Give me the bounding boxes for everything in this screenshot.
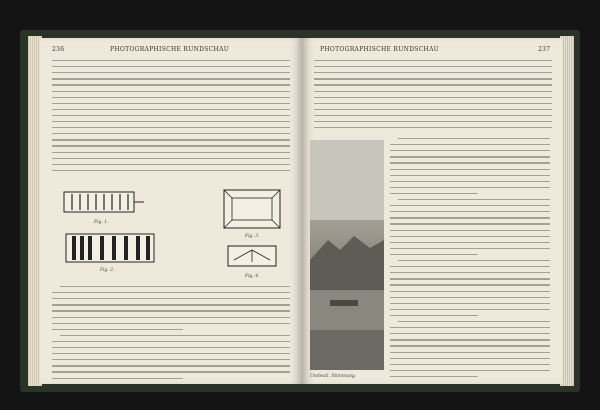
figure-4 (224, 242, 280, 272)
text-line (390, 169, 550, 170)
text-line (314, 66, 552, 67)
text-line (52, 158, 290, 159)
text-line (52, 371, 290, 372)
text-line (52, 97, 290, 98)
text-line (390, 230, 550, 231)
text-line (390, 376, 478, 377)
left-running-head: PHOTOGRAPHISCHE RUNDSCHAU (110, 46, 230, 53)
text-line (52, 115, 290, 116)
text-line (314, 103, 552, 104)
text-line (390, 266, 550, 267)
text-line (390, 223, 550, 224)
text-line (52, 317, 290, 318)
text-line (52, 298, 290, 299)
text-line (390, 211, 550, 212)
right-page-number: 237 (538, 46, 551, 53)
text-line (314, 115, 552, 116)
figure-2-caption: Fig. 2. (100, 268, 115, 273)
text-line (52, 84, 290, 85)
text-line (52, 121, 290, 122)
text-line (52, 164, 290, 165)
text-line (390, 358, 550, 359)
text-line (390, 150, 550, 151)
text-line (390, 236, 550, 237)
figure-1 (62, 188, 146, 218)
text-line (390, 364, 550, 365)
text-line (52, 145, 290, 146)
text-line (398, 321, 550, 322)
text-line (390, 303, 550, 304)
text-line (390, 248, 550, 249)
text-line (390, 217, 550, 218)
figure-3-caption: Fig. 3. (245, 234, 260, 239)
text-line (390, 315, 478, 316)
text-line (390, 370, 550, 371)
text-line (314, 121, 552, 122)
text-line (60, 286, 290, 287)
text-line (52, 152, 290, 153)
text-line (390, 278, 550, 279)
figure-4-caption: Fig. 4. (245, 274, 260, 279)
text-line (390, 327, 550, 328)
right-running-head: PHOTOGRAPHISCHE RUNDSCHAU (320, 46, 440, 53)
text-line (52, 359, 290, 360)
text-line (52, 127, 290, 128)
text-line (52, 347, 290, 348)
text-line (390, 284, 550, 285)
text-line (390, 187, 550, 188)
text-line (52, 323, 290, 324)
text-line (52, 66, 290, 67)
text-line (52, 78, 290, 79)
text-line (314, 127, 552, 128)
text-line (52, 329, 183, 330)
left-page-number: 236 (52, 46, 65, 53)
figure-3 (220, 188, 284, 232)
text-line (314, 109, 552, 110)
text-line (390, 175, 550, 176)
text-line (390, 156, 550, 157)
text-line (52, 72, 290, 73)
text-line (314, 60, 552, 61)
text-line (390, 339, 550, 340)
figure-2 (62, 230, 158, 266)
text-line (398, 260, 550, 261)
text-line (52, 292, 290, 293)
text-line (52, 365, 290, 366)
text-line (390, 333, 550, 334)
text-line (52, 139, 290, 140)
text-line (390, 193, 478, 194)
text-line (52, 170, 290, 171)
text-line (60, 335, 290, 336)
photograph-caption: Undeutl. Stimmung. (310, 374, 357, 379)
text-line (314, 91, 552, 92)
photograph-plate (310, 140, 384, 370)
text-line (390, 205, 550, 206)
text-line (390, 309, 550, 310)
text-line (390, 144, 550, 145)
text-line (390, 272, 550, 273)
text-line (398, 199, 550, 200)
text-line (52, 103, 290, 104)
left-page (40, 38, 302, 384)
figure-1-caption: Fig. 1. (94, 220, 109, 225)
text-line (52, 133, 290, 134)
text-line (390, 291, 550, 292)
text-line (52, 91, 290, 92)
text-line (390, 345, 550, 346)
text-line (390, 181, 550, 182)
text-line (390, 162, 550, 163)
text-line (314, 97, 552, 98)
text-line (390, 242, 550, 243)
text-line (52, 304, 290, 305)
text-line (52, 310, 290, 311)
text-line (52, 60, 290, 61)
text-line (390, 352, 550, 353)
text-line (390, 254, 478, 255)
right-page (302, 38, 562, 384)
text-line (398, 138, 550, 139)
text-line (314, 84, 552, 85)
text-line (314, 78, 552, 79)
page-edges-right (560, 36, 574, 386)
text-line (52, 109, 290, 110)
text-line (390, 297, 550, 298)
text-line (52, 353, 290, 354)
text-line (52, 341, 290, 342)
text-line (52, 378, 183, 379)
text-line (314, 72, 552, 73)
